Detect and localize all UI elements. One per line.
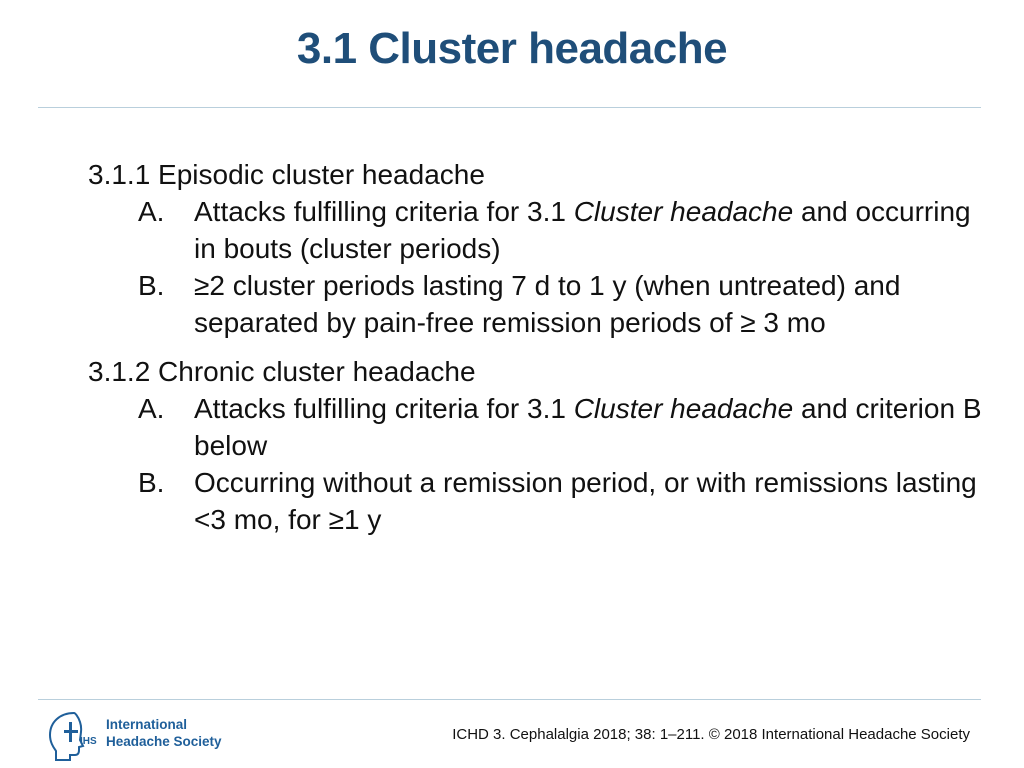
criterion-item: [88, 390, 988, 464]
criterion-emphasis: Cluster headache: [573, 196, 794, 227]
footer-divider: [38, 699, 981, 700]
criterion-text: Attacks fulfilling criteria for 3.1 Cluster headache and criterion B below: [194, 393, 982, 461]
criterion-text: ≥2 cluster periods lasting 7 d to 1 y (when untreated) and separated by pain-free remission periods of ≥ 3 mo: [194, 270, 901, 338]
criterion-text: Attacks fulfilling criteria for 3.1 Cluster headache and occurring in bouts (cluster periods): [194, 196, 971, 264]
title-divider: [38, 107, 981, 108]
section-chronic: [88, 353, 988, 538]
criterion-letter: B.: [138, 467, 165, 498]
criterion-item: [88, 464, 988, 538]
criterion-letter: B.: [138, 270, 165, 301]
criterion-item: [88, 193, 988, 267]
logo-line2: Headache Society: [106, 734, 222, 749]
criterion-emphasis: Cluster headache: [573, 393, 794, 424]
logo-line1: International: [106, 717, 188, 732]
section-heading: 3.1.2 Chronic cluster headache: [88, 356, 476, 387]
section-heading: 3.1.1 Episodic cluster headache: [88, 159, 485, 190]
criterion-letter: A.: [138, 196, 165, 227]
slide-content: [88, 156, 988, 550]
svg-text:IHS: IHS: [80, 736, 97, 747]
section-episodic: [88, 156, 988, 341]
criterion-item: [88, 267, 988, 341]
slide-title: 3.1 Cluster headache: [296, 24, 728, 73]
citation: ICHD 3. Cephalalgia 2018; 38: 1–211. © 2018 International Headache Society: [452, 726, 970, 743]
logo-wordmark: [106, 716, 222, 750]
ihs-logo: [44, 710, 244, 762]
head-profile-icon: [44, 710, 100, 762]
criterion-text: Occurring without a remission period, or with remissions lasting <3 mo, for ≥1 y: [194, 467, 977, 535]
criterion-letter: A.: [138, 393, 165, 424]
